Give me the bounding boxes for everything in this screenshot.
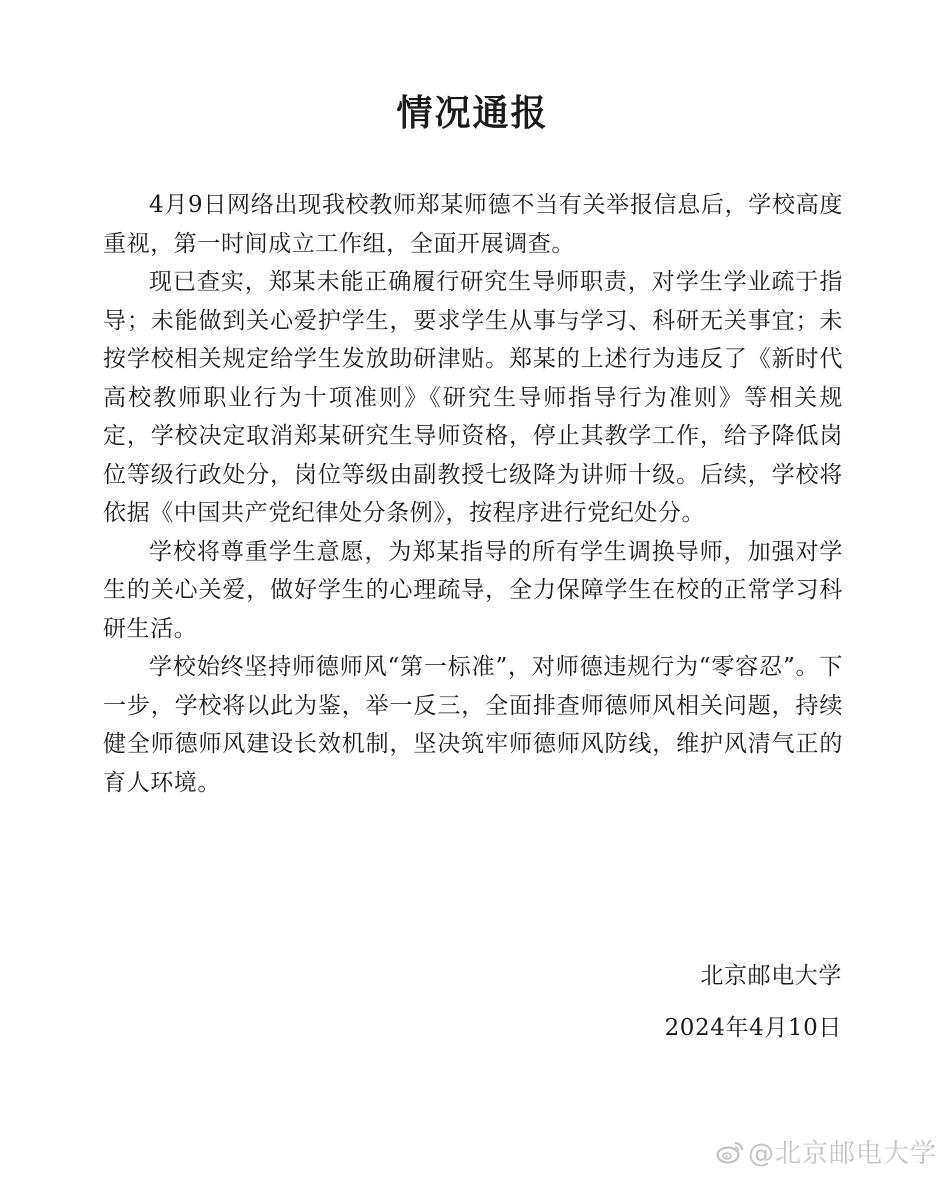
page-title: 情况通报 xyxy=(396,93,549,134)
notice-body xyxy=(103,186,843,802)
paragraph-3: 学校将尊重学生意愿，为郑某指导的所有学生调换导师，加强对学生的关心关爱，做好学生的心理疏导，全力保障学生在校的正常学习科研生活。 xyxy=(103,538,843,642)
paragraph-2: 现已查实，郑某未能正确履行研究生导师职责，对学生学业疏于指导；未能做到关心爱护学生，要求学生从事与学习、科研无关事宜；未按学校相关规定给学生发放助研津贴。郑某的上述行为违反了《新时代高校教师职业行为十项准则》《研究生导师指导行为准则》等相关规定，学校决定取消郑某研究生导师资格，停止其教学工作，给予降低岗位等级行政处分，岗位等级由副教授七级降为讲师十级。后续，学校将依据《中国共产党纪律处分条例》，按程序进行党纪处分。 xyxy=(103,269,843,526)
signature-organization: 北京邮电大学 xyxy=(700,963,842,989)
weibo-icon xyxy=(716,1140,744,1164)
watermark xyxy=(716,1133,937,1170)
paragraph-4: 学校始终坚持师德师风“第一标准”，对师德违规行为“零容忍”。下一步，学校将以此为鉴，举一反三，全面排查师德师风相关问题，持续健全师德师风建设长效机制，坚决筑牢师德师风防线，维护风清气正的育人环境。 xyxy=(103,654,843,796)
signature-block xyxy=(665,950,842,1054)
signature-date: 2024年4月10日 xyxy=(664,1015,842,1041)
watermark-text: @北京邮电大学 xyxy=(747,1139,937,1169)
paragraph-1: 4月9日网络出现我校教师郑某师德不当有关举报信息后，学校高度重视，第一时间成立工作组，全面开展调查。 xyxy=(103,192,843,257)
